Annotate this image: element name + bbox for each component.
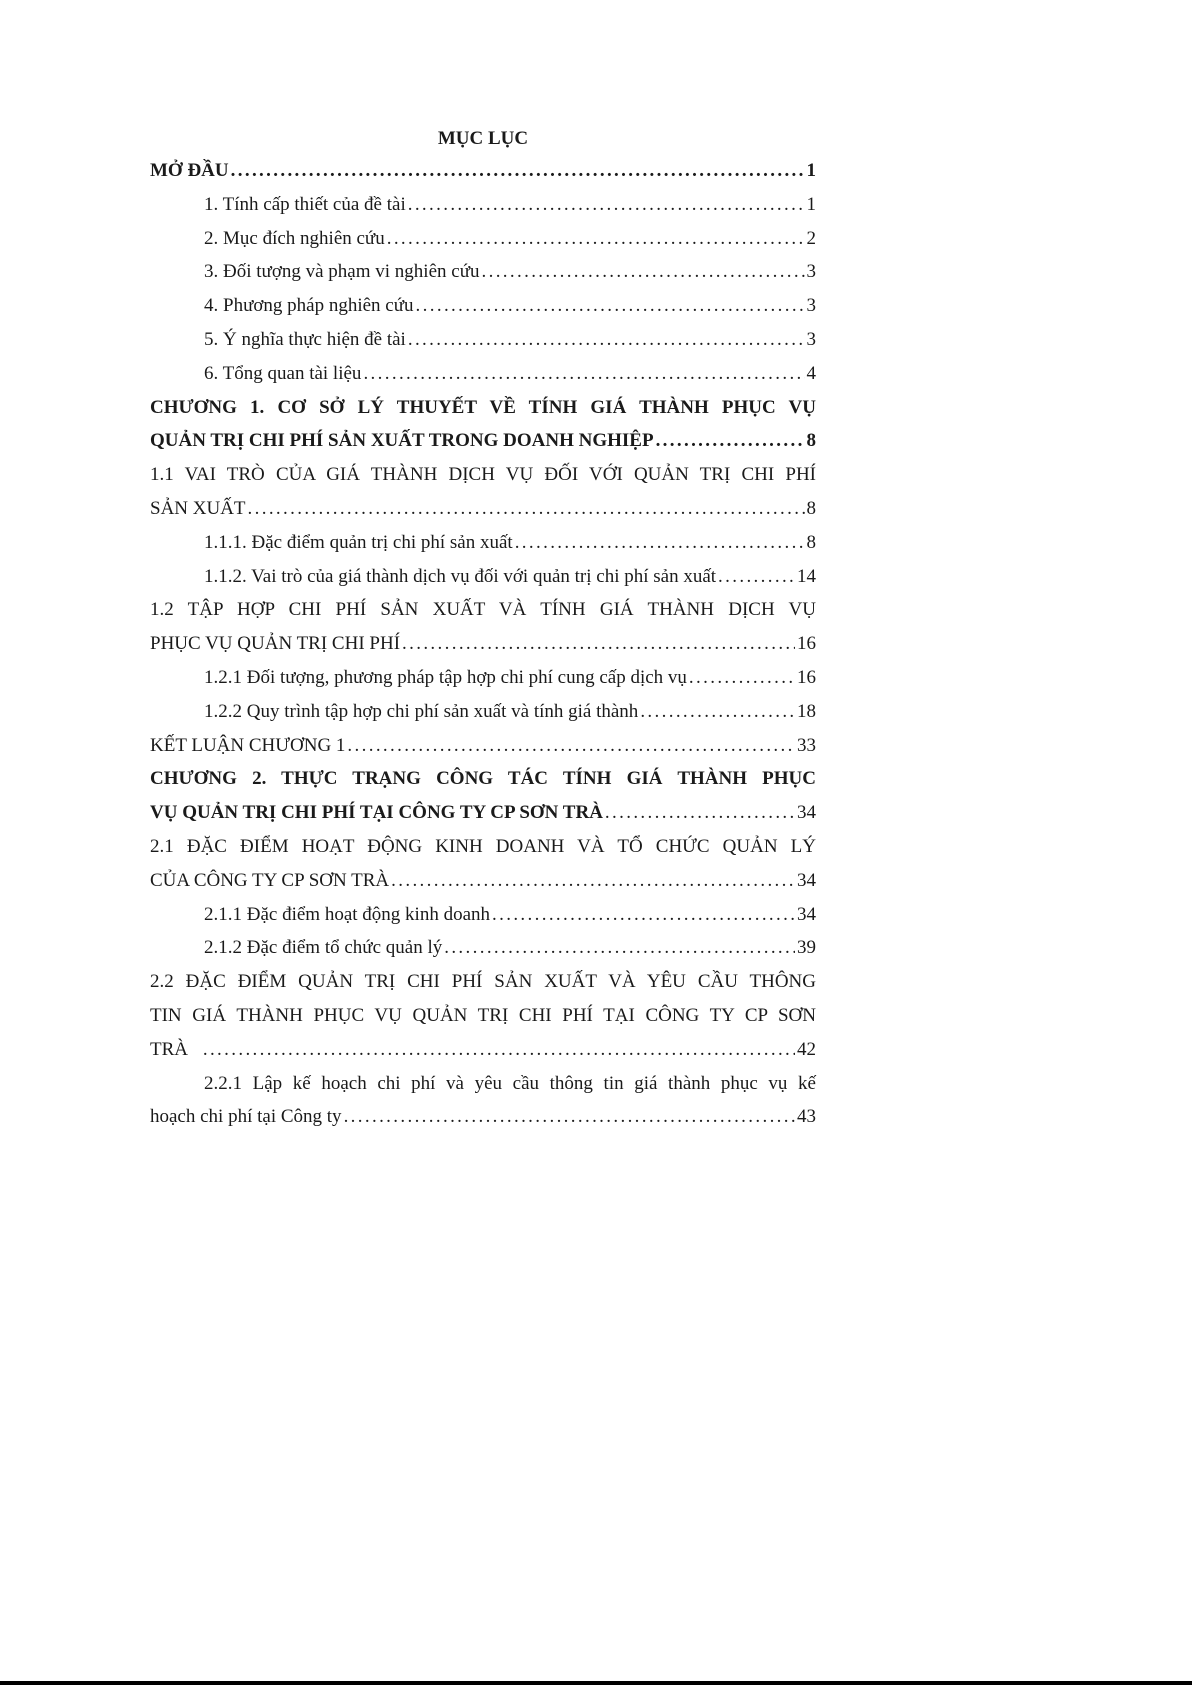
toc-entry-text: 1. Tính cấp thiết của đề tài bbox=[204, 193, 406, 215]
toc-entry-line1: CHƯƠNG 2. THỰC TRẠNG CÔNG TÁC TÍNH GIÁ THÀNH PHỤC bbox=[150, 768, 816, 790]
toc-entry-line1: CHƯƠNG 1. CƠ SỞ LÝ THUYẾT VỀ TÍNH GIÁ THÀNH PHỤC VỤ bbox=[150, 396, 816, 418]
dot-leader bbox=[231, 154, 805, 188]
toc-entry-1-2-2[interactable] bbox=[150, 695, 816, 729]
toc-entry-text: 1.2.2 Quy trình tập hợp chi phí sản xuất và tính giá thành bbox=[204, 700, 639, 722]
dot-leader bbox=[408, 188, 805, 222]
toc-entry-text: 1.1.2. Vai trò của giá thành dịch vụ đối với quản trị chi phí sản xuất bbox=[204, 565, 717, 587]
dot-leader bbox=[344, 1100, 795, 1134]
dot-leader bbox=[482, 255, 805, 289]
toc-entry-page: 42 bbox=[797, 1038, 816, 1060]
toc-entry-chuong-2[interactable] bbox=[150, 762, 816, 830]
page-bottom-border bbox=[0, 1681, 1192, 1685]
dot-leader bbox=[640, 695, 795, 729]
toc-entry-text: 1.1.1. Đặc điểm quản trị chi phí sản xuất bbox=[204, 531, 513, 553]
toc-entry-text: TRÀ bbox=[150, 1038, 188, 1060]
toc-entry-1-1-1[interactable] bbox=[150, 526, 816, 560]
dot-leader bbox=[656, 424, 805, 458]
toc-entry-text: 2.1.1 Đặc điểm hoạt động kinh doanh bbox=[204, 903, 491, 925]
toc-entry-2-2[interactable] bbox=[150, 965, 816, 1066]
dot-leader bbox=[387, 222, 805, 256]
toc-entry-2-1-1[interactable] bbox=[150, 898, 816, 932]
toc-entry-ket-luan-1[interactable] bbox=[150, 729, 816, 763]
dot-leader bbox=[689, 661, 795, 695]
toc-entry-page: 3 bbox=[806, 295, 816, 317]
dot-leader bbox=[402, 627, 795, 661]
toc-entry-5[interactable] bbox=[150, 323, 816, 357]
toc-entry-line2: TIN GIÁ THÀNH PHỤC VỤ QUẢN TRỊ CHI PHÍ TẠI CÔNG TY CP SƠN bbox=[150, 1004, 816, 1026]
toc-entry-page: 1 bbox=[806, 193, 816, 215]
toc-entry-page: 18 bbox=[797, 700, 816, 722]
toc-entry-6[interactable] bbox=[150, 357, 816, 391]
dot-leader bbox=[408, 323, 805, 357]
dot-leader bbox=[203, 1033, 795, 1067]
toc-entry-page: 39 bbox=[797, 937, 816, 959]
toc-entry-4[interactable] bbox=[150, 289, 816, 323]
dot-leader bbox=[347, 729, 795, 763]
toc-entry-page: 43 bbox=[797, 1106, 816, 1128]
toc-entry-text: 1.2.1 Đối tượng, phương pháp tập hợp chi phí cung cấp dịch vụ bbox=[204, 666, 687, 688]
toc-entry-page: 34 bbox=[797, 802, 816, 824]
toc-entry-text: 2. Mục đích nghiên cứu bbox=[204, 227, 385, 249]
toc-entry-page: 16 bbox=[797, 666, 816, 688]
dot-leader bbox=[444, 931, 795, 965]
dot-leader bbox=[391, 864, 795, 898]
toc-entry-page: 8 bbox=[806, 497, 816, 519]
toc-entry-line1: 2.2 ĐẶC ĐIỂM QUẢN TRỊ CHI PHÍ SẢN XUẤT VÀ YÊU CẦU THÔNG bbox=[150, 971, 816, 993]
toc-entry-text: hoạch chi phí tại Công ty bbox=[150, 1106, 342, 1128]
toc-entry-2-1-2[interactable] bbox=[150, 931, 816, 965]
toc-entry-text: QUẢN TRỊ CHI PHÍ SẢN XUẤT TRONG DOANH NGHIỆP bbox=[150, 430, 654, 452]
toc-entry-line1: 1.1 VAI TRÒ CỦA GIÁ THÀNH DỊCH VỤ ĐỐI VỚI QUẢN TRỊ CHI PHÍ bbox=[150, 464, 816, 486]
toc-entry-line1: 2.1 ĐẶC ĐIỂM HOẠT ĐỘNG KINH DOANH VÀ TỔ CHỨC QUẢN LÝ bbox=[150, 835, 816, 857]
toc-title: MỤC LỤC bbox=[437, 128, 529, 149]
toc-entry-text: PHỤC VỤ QUẢN TRỊ CHI PHÍ bbox=[150, 633, 401, 655]
dot-leader bbox=[718, 560, 795, 594]
toc-entry-chuong-1[interactable] bbox=[150, 391, 816, 459]
toc-entry-3[interactable] bbox=[150, 255, 816, 289]
dot-leader bbox=[515, 526, 805, 560]
toc-entry-text: 2.1.2 Đặc điểm tổ chức quản lý bbox=[204, 937, 443, 959]
toc-entry-page: 4 bbox=[806, 362, 816, 384]
dot-leader bbox=[416, 289, 805, 323]
toc-entry-page: 2 bbox=[806, 227, 816, 249]
toc-entry-text: 3. Đối tượng và phạm vi nghiên cứu bbox=[204, 261, 480, 283]
toc-entry-1[interactable] bbox=[150, 188, 816, 222]
toc-entry-1-1[interactable] bbox=[150, 458, 816, 526]
toc-entry-page: 34 bbox=[797, 903, 816, 925]
toc-entry-page: 14 bbox=[797, 565, 816, 587]
toc-entry-1-1-2[interactable] bbox=[150, 560, 816, 594]
toc-entry-page: 1 bbox=[806, 160, 816, 181]
toc-entry-text: 4. Phương pháp nghiên cứu bbox=[204, 295, 414, 317]
toc-entry-2[interactable] bbox=[150, 222, 816, 256]
toc-entry-text: SẢN XUẤT bbox=[150, 497, 246, 519]
toc-entry-mo-dau[interactable] bbox=[150, 154, 816, 188]
toc-entry-page: 3 bbox=[806, 261, 816, 283]
toc-entry-line1: 2.2.1 Lập kế hoạch chi phí và yêu cầu thông tin giá thành phục vụ kế bbox=[204, 1072, 816, 1094]
toc-entry-page: 8 bbox=[806, 531, 816, 553]
toc-entry-text: KẾT LUẬN CHƯƠNG 1 bbox=[150, 734, 346, 756]
toc-entry-1-2[interactable] bbox=[150, 593, 816, 661]
toc-entry-text: VỤ QUẢN TRỊ CHI PHÍ TẠI CÔNG TY CP SƠN TRÀ bbox=[150, 802, 603, 824]
toc-entry-text: CỦA CÔNG TY CP SƠN TRÀ bbox=[150, 869, 390, 891]
toc-entry-page: 3 bbox=[806, 328, 816, 350]
dot-leader bbox=[363, 357, 804, 391]
toc-entry-page: 8 bbox=[806, 430, 816, 452]
toc-entry-2-1[interactable] bbox=[150, 830, 816, 898]
dot-leader bbox=[248, 492, 805, 526]
toc-entry-2-2-1[interactable] bbox=[150, 1067, 816, 1135]
toc-entry-text: 6. Tổng quan tài liệu bbox=[204, 362, 362, 384]
toc-entry-page: 34 bbox=[797, 869, 816, 891]
toc-entry-text: MỞ ĐẦU bbox=[150, 160, 229, 181]
toc-entry-line1: 1.2 TẬP HỢP CHI PHÍ SẢN XUẤT VÀ TÍNH GIÁ THÀNH DỊCH VỤ bbox=[150, 599, 816, 621]
toc-entry-1-2-1[interactable] bbox=[150, 661, 816, 695]
toc-entry-page: 33 bbox=[797, 734, 816, 756]
document-page bbox=[150, 124, 816, 1134]
toc-entry-page: 16 bbox=[797, 633, 816, 655]
toc-entry-text: 5. Ý nghĩa thực hiện đề tài bbox=[204, 328, 406, 350]
dot-leader bbox=[492, 898, 795, 932]
dot-leader bbox=[605, 796, 795, 830]
